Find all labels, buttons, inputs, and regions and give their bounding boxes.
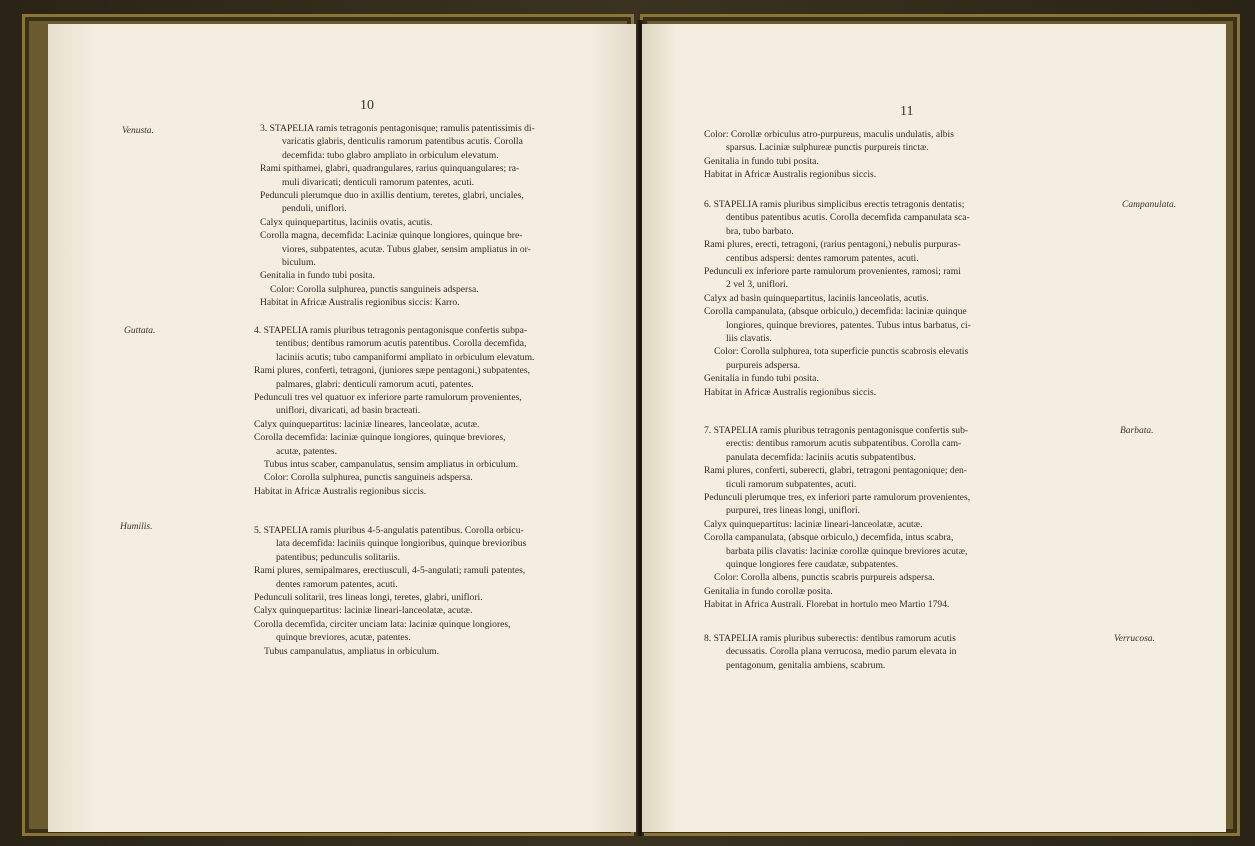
entry-line: Corolla campanulata, (absque orbiculo,) decemfida, intus scabra, [704, 532, 954, 544]
entry-line: lata decemfida: laciniis quinque longioribus, quinque brevioribus [276, 538, 527, 550]
entry-line: muli divaricati; denticuli ramorum patentes, acuti. [282, 176, 475, 188]
entry-line: Rami plures, conferti, tetragoni, (juniores sæpe pentagoni,) subpatentes, [254, 365, 531, 377]
species-entry [260, 122, 535, 310]
entry-line: Pedunculi solitarii, tres lineas longi, teretes, glabri, uniflori. [254, 592, 483, 604]
entry-line: Corolla decemfida: laciniæ quinque longiores, quinque breviores, [254, 432, 506, 444]
entry-line: Corolla magna, decemfida: Laciniæ quinque longiores, quinque bre- [260, 230, 523, 242]
entry-line: Calyx ad basin quinquepartitus, laciniis lanceolatis, acutis. [704, 292, 929, 304]
entry-line: quinque longiores fere caudatæ, subpatentes. [726, 559, 899, 571]
species-entry [704, 198, 971, 399]
entry-line: 4. STAPELIA ramis pluribus tetragonis pentagonisque confertis subpa- [254, 325, 528, 336]
entry-line: Color: Corolla albens, punctis scabris purpureis adspersa. [714, 572, 935, 584]
entry-line: biculum. [282, 257, 316, 269]
species-margin-name: Barbata. [1120, 426, 1154, 436]
entry-line: laciniis acutis; tubo campaniformi ampliato in orbiculum elevatum. [276, 351, 535, 363]
species-margin-name: Campanulata. [1122, 200, 1177, 210]
entry-line: decemfida: tubo glabro ampliato in orbiculum elevatum. [282, 149, 499, 161]
entry-line: Rami spithamei, glabri, quadrangulares, rarius quinquangulares; ra- [260, 163, 520, 175]
entry-line: sparsus. Laciniæ sulphureæ punctis purpureis tinctæ. [726, 142, 929, 154]
species-entry [704, 632, 956, 672]
entry-line: 8. STAPELIA ramis pluribus suberectis: dentibus ramorum acutis [704, 633, 956, 644]
entry-line: palmares, glabri: denticuli ramorum acuti, patentes. [276, 378, 474, 390]
entry-line: purpureis adspersa. [726, 359, 801, 371]
species-margin-name: Venusta. [122, 126, 154, 136]
entry-line: Corolla campanulata, (absque orbiculo,) decemfida: laciniæ quinque [704, 306, 967, 318]
entry-line: Genitalia in fundo tubi posita. [704, 155, 819, 167]
page-number: 10 [360, 98, 374, 113]
entry-line: dentibus patentibus acutis. Corolla decemfida campanulata sca- [726, 212, 970, 224]
species-entry [704, 128, 954, 182]
page-number: 11 [900, 104, 914, 119]
entry-line: Pedunculi tres vel quatuor ex inferiore parte ramulorum provenientes, [254, 392, 522, 404]
species-margin-name: Guttata. [124, 326, 156, 336]
species-entry [254, 524, 526, 658]
entry-line: liis clavatis. [726, 333, 772, 345]
entry-line: erectis: dentibus ramorum acutis subpatentibus. Corolla cam- [726, 438, 962, 450]
species-entry [254, 324, 534, 498]
entry-line: pentagonum, genitalia ambiens, scabrum. [726, 659, 886, 671]
entry-line: Habitat in Africæ Australis regionibus siccis. [704, 169, 877, 181]
entry-line: Color: Corolla sulphurea, punctis sanguineis adspersa. [270, 283, 479, 295]
entry-line: ticuli ramorum subpatentes, acuti. [726, 478, 857, 490]
entry-line: patentibus; pedunculis solitariis. [276, 551, 400, 563]
entry-line: Tubus intus scaber, campanulatus, sensim ampliatus in orbiculum. [264, 459, 518, 471]
entry-line: Tubus campanulatus, ampliatus in orbiculum. [264, 645, 439, 657]
entry-line: panulata decemfida: laciniis acutis subpatentibus. [726, 451, 916, 463]
left-page [48, 24, 636, 832]
right-page [642, 24, 1226, 832]
entry-line: centibus adspersi: dentes ramorum patentes, acuti. [726, 252, 919, 264]
entry-line: Rami plures, semipalmares, erectiusculi, 4-5-angulati; ramuli patentes, [254, 565, 526, 577]
entry-line: tentibus; dentibus ramorum acutis patentibus. Corolla decemfida, [276, 338, 527, 350]
entry-line: barbata pilis clavatis: laciniæ corollæ quinque breviores acutæ, [726, 545, 968, 557]
entry-line: uniflori, divaricati, ad basin bracteati. [276, 405, 421, 417]
entry-line: Rami plures, conferti, suberecti, glabri, tetragoni pentagonique; den- [704, 465, 967, 477]
species-margin-name: Humilis. [120, 522, 153, 532]
entry-line: Genitalia in fundo tubi posita. [260, 270, 375, 282]
entry-line: 2 vel 3, uniflori. [726, 279, 789, 291]
entry-line: Calyx quinquepartitus: laciniæ lineari-lanceolatæ, acutæ. [704, 518, 923, 530]
entry-line: Pedunculi plerumque tres, ex inferiori parte ramulorum provenientes, [704, 492, 971, 504]
entry-line: dentes ramorum patentes, acuti. [276, 578, 398, 590]
entry-line: Color: Corolla sulphurea, punctis sanguineis adspersa. [264, 472, 473, 484]
entry-line: Corolla decemfida, circiter unciam lata: laciniæ quinque longiores, [254, 618, 511, 630]
entry-line: acutæ, patentes. [276, 445, 338, 457]
entry-line: viores, subpatentes, acutæ. Tubus glaber, sensim ampliatus in or- [282, 243, 531, 255]
entry-line: Genitalia in fundo corollæ posita. [704, 585, 833, 597]
entry-line: Calyx quinquepartitus: laciniæ lineares, lanceolatæ, acutæ. [254, 418, 480, 430]
species-margin-name: Verrucosa. [1114, 634, 1155, 644]
entry-line: Color: Corollæ orbiculus atro-purpureus, maculis undulatis, albis [704, 129, 954, 140]
entry-line: Habitat in Africa Australi. Florebat in hortulo meo Martio 1794. [704, 599, 950, 611]
entry-line: Habitat in Africæ Australis regionibus siccis. [704, 386, 877, 398]
entry-line: 5. STAPELIA ramis pluribus 4-5-angulatis patentibus. Corolla orbicu- [254, 525, 524, 536]
entry-line: Rami plures, erecti, tetragoni, (rarius pentagoni,) nebulis purpuras- [704, 239, 961, 251]
species-entry [704, 424, 970, 612]
entry-line: Pedunculi plerumque duo in axillis dentium, teretes, glabri, unciales, [260, 190, 524, 202]
entry-line: 6. STAPELIA ramis pluribus simplicibus erectis tetragonis dentatis; [704, 199, 965, 210]
entry-line: penduli, uniflori. [282, 203, 347, 215]
entry-line: 3. STAPELIA ramis tetragonis pentagonisque; ramulis patentissimis di- [260, 123, 535, 134]
entry-line: longiores, quinque breviores, patentes. Tubus intus barbatus, ci- [726, 319, 971, 331]
entry-line: 7. STAPELIA ramis pluribus tetragonis pentagonisque confertis sub- [704, 425, 969, 436]
entry-line: bra, tubo barbato. [726, 225, 794, 237]
entry-line: Calyx quinquepartitus, laciniis ovatis, acutis. [260, 216, 433, 228]
entry-line: Habitat in Africæ Australis regionibus siccis: Karro. [260, 297, 460, 309]
entry-line: purpurei, tres lineas longi, uniflori. [726, 505, 861, 517]
entry-line: Genitalia in fundo tubi posita. [704, 373, 819, 385]
entry-line: varicatis glabris, denticulis ramorum patentibus acutis. Corolla [282, 136, 523, 148]
entry-line: Color: Corolla sulphurea, tota superficie punctis scabrosis elevatis [714, 346, 969, 358]
entry-line: Habitat in Africæ Australis regionibus siccis. [254, 485, 427, 497]
entry-line: Pedunculi ex inferiore parte ramulorum provenientes, ramosi; rami [704, 266, 961, 278]
entry-line: quinque breviores, acutæ, patentes. [276, 632, 411, 644]
entry-line: decussatis. Corolla plana verrucosa, medio parum elevata in [726, 646, 957, 658]
entry-line: Calyx quinquepartitus: laciniæ lineari-lanceolatæ, acutæ. [254, 605, 473, 617]
